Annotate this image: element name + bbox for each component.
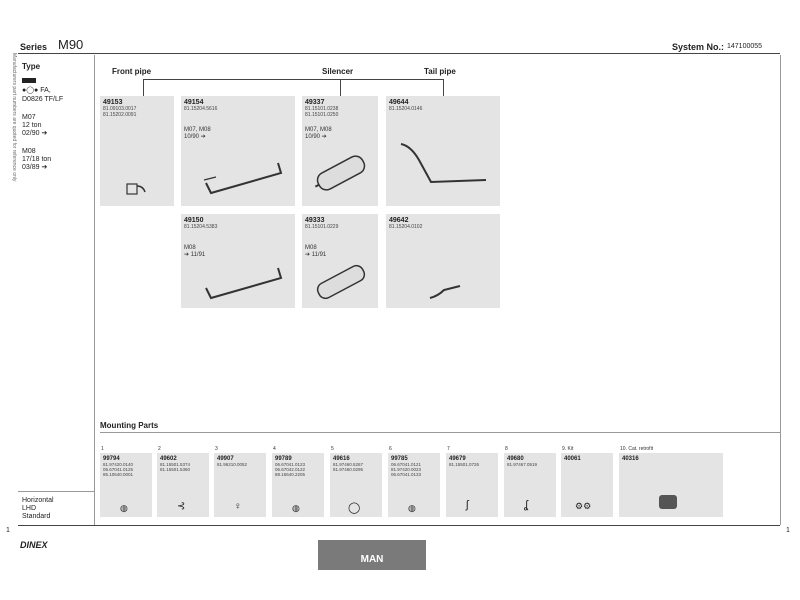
oem-numbers: 81.15101.0238 81.15101.0250 bbox=[305, 106, 339, 118]
clamp-icon: ◍ bbox=[292, 503, 300, 513]
truck-icon bbox=[22, 78, 36, 83]
silencer-drawing bbox=[310, 260, 372, 304]
footer-divider bbox=[18, 525, 780, 526]
m08-name: M08 bbox=[22, 148, 36, 155]
clamp-icon: ◍ bbox=[120, 503, 128, 513]
clamp-icon: ◍ bbox=[408, 503, 416, 513]
bracket-icon: ⊰ bbox=[177, 501, 186, 512]
system-number-label: System No.: bbox=[672, 42, 725, 52]
m07-name: M07 bbox=[22, 114, 36, 121]
series-label: Series bbox=[20, 42, 48, 52]
system-number-value: 147100055 bbox=[727, 43, 763, 50]
part-number: 99789 bbox=[275, 456, 292, 462]
brand-tab: MAN bbox=[318, 540, 426, 570]
part-number: 49337 bbox=[305, 99, 325, 106]
oem-numbers: 06.67041.0121 81.97420.0023 06.67041.0133 bbox=[391, 462, 422, 477]
connector-drop-2 bbox=[340, 79, 341, 96]
group-tail-pipe: Tail pipe bbox=[424, 67, 456, 76]
right-border bbox=[780, 55, 781, 525]
group-silencer: Silencer bbox=[322, 67, 354, 76]
mount-label-8: 8 bbox=[505, 446, 508, 452]
mount-label-6: 6 bbox=[389, 446, 392, 452]
mount-part-6[interactable] bbox=[388, 453, 440, 517]
mount-label-5: 5 bbox=[331, 446, 334, 452]
hanger-icon: ʆ bbox=[524, 499, 528, 511]
oem-numbers: 81.97420.0140 06.67041.0125 85.10640.0001 bbox=[103, 462, 134, 477]
part-number: 49679 bbox=[449, 456, 466, 462]
part-number: 49644 bbox=[389, 99, 409, 106]
mount-part-10[interactable] bbox=[619, 453, 723, 517]
mounting-parts-title: Mounting Parts bbox=[100, 421, 159, 430]
oem-numbers: 81.97460.5267 81.97460.0295 bbox=[333, 462, 364, 472]
part-number: 49616 bbox=[333, 456, 350, 462]
oem-numbers: 81.15501.5374 81.15501.5360 bbox=[160, 462, 191, 472]
part-number: 49907 bbox=[217, 456, 234, 462]
part-number: 49333 bbox=[305, 217, 325, 224]
part-number: 40316 bbox=[622, 456, 639, 462]
part-number: 49602 bbox=[160, 456, 177, 462]
fitment: M08 ➔ 11/91 bbox=[305, 245, 327, 258]
part-number: 99794 bbox=[103, 456, 120, 462]
part-number: 99785 bbox=[391, 456, 408, 462]
fitment: M07, M08 10/90 ➔ bbox=[184, 127, 211, 140]
mount-part-8[interactable] bbox=[504, 453, 556, 517]
config-block bbox=[22, 497, 54, 521]
fa-comma: , bbox=[48, 87, 51, 94]
hanger-icon: ʃ bbox=[466, 499, 469, 511]
part-number: 49642 bbox=[389, 217, 409, 224]
silencer-drawing bbox=[310, 148, 372, 198]
part-number: 49153 bbox=[103, 99, 123, 106]
config-orientation: Horizontal bbox=[22, 497, 54, 504]
series-value: M90 bbox=[58, 37, 84, 52]
connector-line-tail bbox=[340, 79, 443, 80]
mount-label-2: 2 bbox=[158, 446, 161, 452]
mount-part-9[interactable] bbox=[561, 453, 613, 517]
part-49333[interactable] bbox=[302, 214, 378, 308]
group-front-pipe: Front pipe bbox=[112, 67, 152, 76]
mount-part-7[interactable] bbox=[446, 453, 498, 517]
connector-drop-3 bbox=[443, 79, 444, 96]
bolt-icon: ♀ bbox=[234, 501, 242, 512]
part-49337[interactable] bbox=[302, 96, 378, 206]
mount-part-1[interactable] bbox=[100, 453, 152, 517]
mount-label-4: 4 bbox=[273, 446, 276, 452]
config-variant: Standard bbox=[22, 513, 51, 520]
m07-date: 02/90 ➔ bbox=[22, 130, 48, 137]
type-fuel-row bbox=[22, 87, 51, 95]
fa-label: FA bbox=[40, 87, 49, 94]
oem-numbers: 81.09103.0017 81.15202.0091 bbox=[103, 106, 137, 118]
oem-numbers: 81.15204.0146 bbox=[389, 106, 423, 112]
mount-label-10: 10. Cat. retrofit bbox=[620, 446, 654, 452]
mount-label-3: 3 bbox=[215, 446, 218, 452]
engine-filter-icon: ●◯● bbox=[22, 87, 39, 94]
mount-part-3[interactable] bbox=[214, 453, 266, 517]
model-m07 bbox=[22, 114, 47, 138]
config-divider bbox=[18, 491, 94, 492]
front-pipe-drawing bbox=[196, 266, 286, 306]
mount-part-4[interactable] bbox=[272, 453, 324, 517]
header-divider bbox=[18, 53, 780, 54]
m07-weight: 12 ton bbox=[22, 122, 42, 129]
oem-numbers: 81.96210.0052 bbox=[217, 462, 248, 467]
dinex-logo: DINEX bbox=[20, 540, 48, 550]
config-drive: LHD bbox=[22, 505, 37, 512]
part-49644[interactable] bbox=[386, 96, 500, 206]
part-number: 49680 bbox=[507, 456, 524, 462]
oem-numbers: 81.15204.5383 bbox=[184, 224, 218, 230]
part-49153[interactable] bbox=[100, 96, 174, 206]
part-49150[interactable] bbox=[181, 214, 295, 308]
side-note: Manufacturers part numbers are quoted for reference only bbox=[11, 53, 17, 182]
mounting-divider bbox=[100, 432, 780, 433]
page-number-right: 1 bbox=[786, 527, 790, 534]
mount-label-9: 9. Kit bbox=[562, 446, 574, 452]
gasket-ring-icon: ◯ bbox=[348, 502, 361, 514]
part-number: 40061 bbox=[564, 456, 581, 462]
catalyst-icon bbox=[659, 495, 677, 509]
fitment: M08 ➔ 11/91 bbox=[184, 245, 206, 258]
part-49642[interactable] bbox=[386, 214, 500, 308]
kit-icon: ⚙⚙ bbox=[575, 501, 592, 511]
mount-label-7: 7 bbox=[447, 446, 450, 452]
connector-line bbox=[143, 79, 340, 80]
oem-numbers: 81.97467.0519 bbox=[507, 462, 538, 467]
tail-pipe-drawing bbox=[396, 136, 492, 196]
part-49154[interactable] bbox=[181, 96, 295, 206]
fitment: M07, M08 10/90 ➔ bbox=[305, 127, 332, 140]
tail-pipe-drawing bbox=[426, 282, 466, 304]
mount-part-5[interactable] bbox=[330, 453, 382, 517]
mount-part-2[interactable] bbox=[157, 453, 209, 517]
column-divider bbox=[94, 55, 95, 525]
m08-date: 03/89 ➔ bbox=[22, 164, 48, 171]
oem-numbers: 81.15204.5616 bbox=[184, 106, 218, 112]
type-label: Type bbox=[22, 62, 41, 71]
oem-numbers: 06.67041.0123 06.67042.0122 88.15640.2205 bbox=[275, 462, 306, 477]
oem-numbers: 81.15501.0726 bbox=[449, 462, 480, 467]
m08-weight: 17/18 ton bbox=[22, 156, 52, 163]
part-number: 49154 bbox=[184, 99, 204, 106]
mount-label-1: 1 bbox=[101, 446, 104, 452]
part-number: 49150 bbox=[184, 217, 204, 224]
flange-drawing bbox=[124, 178, 150, 198]
oem-numbers: 81.15101.0229 bbox=[305, 224, 339, 230]
front-pipe-drawing bbox=[196, 158, 286, 198]
engine-type: D0826 TF/LF bbox=[22, 96, 64, 103]
model-m08 bbox=[22, 148, 51, 172]
connector-drop-1 bbox=[143, 79, 144, 96]
page-number-left: 1 bbox=[6, 527, 10, 534]
oem-numbers: 81.15204.0102 bbox=[389, 224, 423, 230]
